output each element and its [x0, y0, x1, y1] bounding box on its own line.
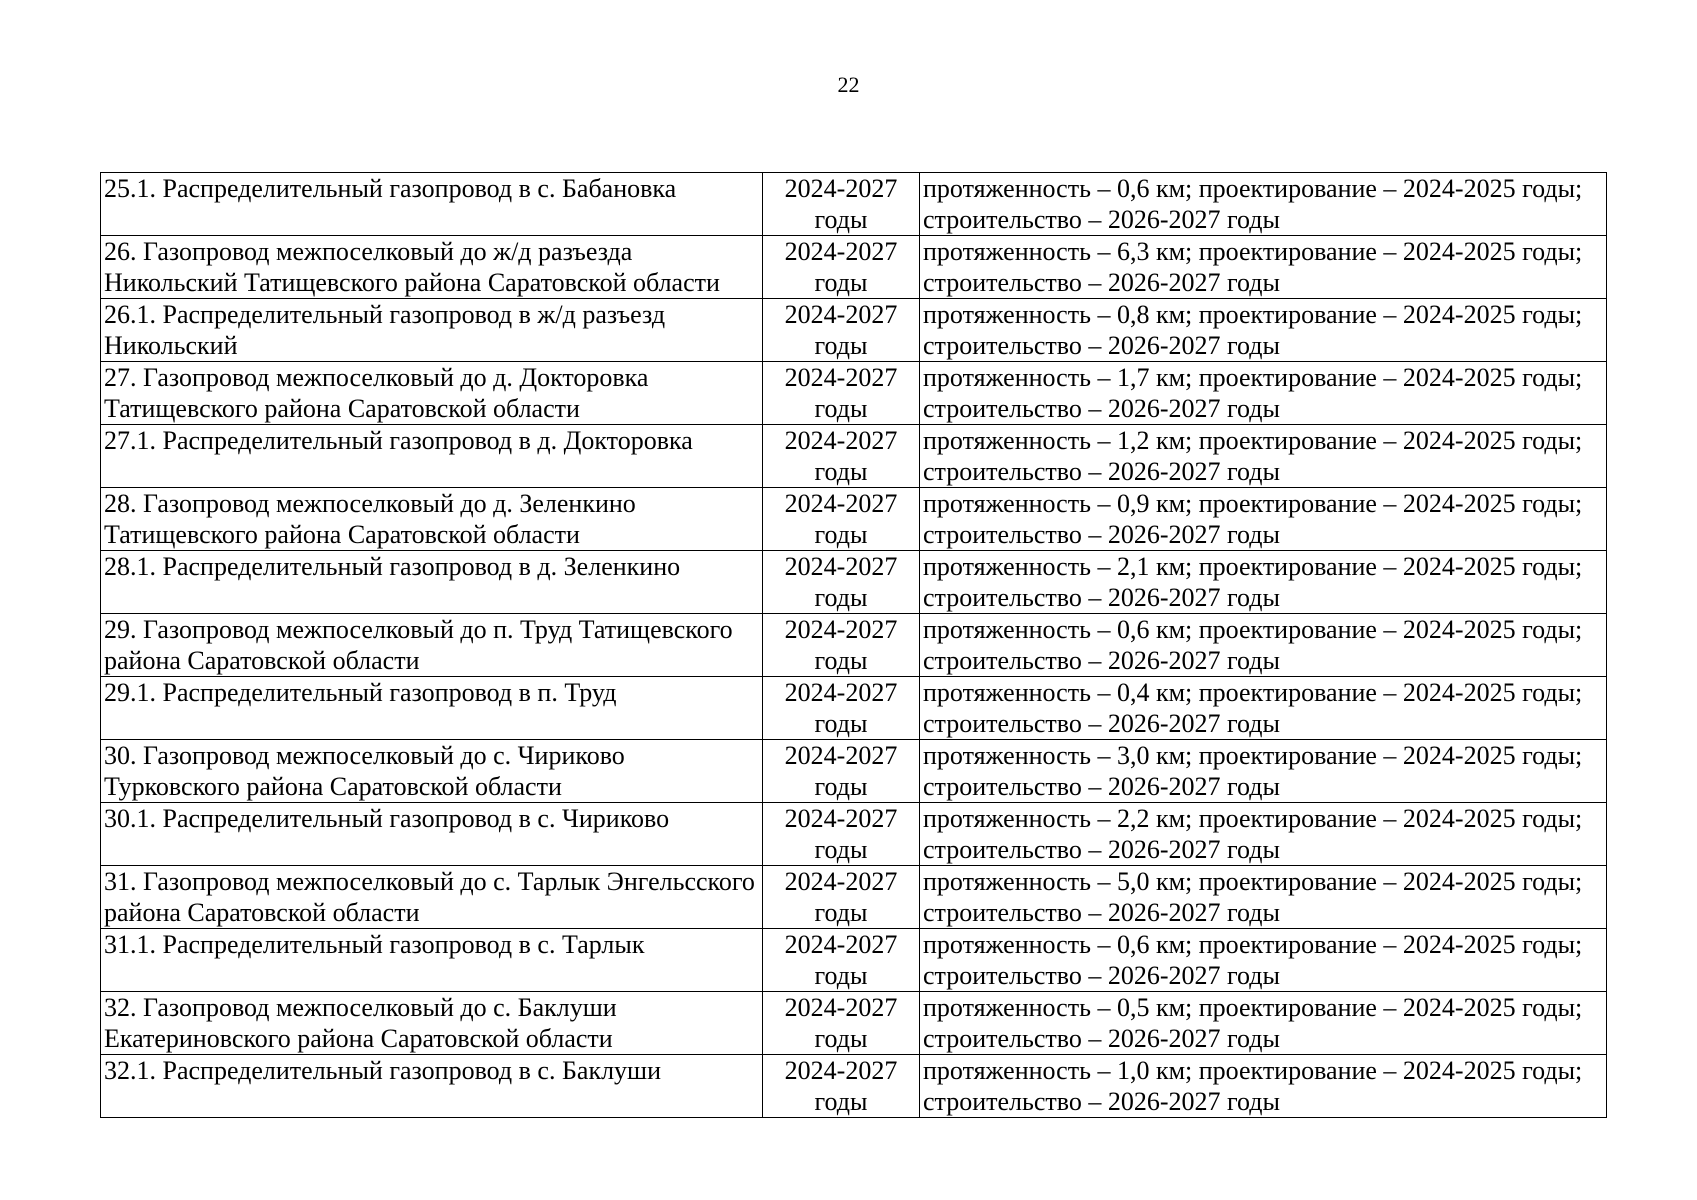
table-row [101, 614, 1607, 677]
description-cell: протяженность – 1,0 км; проектирование – 2024-2025 годы; строительство – 2026-2027 годы [920, 1055, 1607, 1118]
pipeline-name-cell: 26. Газопровод межпоселковый до ж/д разъезда Никольский Татищевского района Саратовской области [101, 236, 763, 299]
description-cell: протяженность – 0,6 км; проектирование – 2024-2025 годы; строительство – 2026-2027 годы [920, 929, 1607, 992]
table-row [101, 740, 1607, 803]
table-row [101, 551, 1607, 614]
period-cell: 2024-2027 годы [763, 992, 920, 1055]
pipeline-name-cell: 31.1. Распределительный газопровод в с. Тарлык [101, 929, 763, 992]
pipeline-name-cell: 30.1. Распределительный газопровод в с. Чириково [101, 803, 763, 866]
description-cell: протяженность – 0,4 км; проектирование – 2024-2025 годы; строительство – 2026-2027 годы [920, 677, 1607, 740]
description-cell: протяженность – 0,5 км; проектирование – 2024-2025 годы; строительство – 2026-2027 годы [920, 992, 1607, 1055]
description-cell: протяженность – 0,8 км; проектирование – 2024-2025 годы; строительство – 2026-2027 годы [920, 299, 1607, 362]
description-cell: протяженность – 0,9 км; проектирование – 2024-2025 годы; строительство – 2026-2027 годы [920, 488, 1607, 551]
table-body [101, 173, 1607, 1118]
pipeline-name-cell: 26.1. Распределительный газопровод в ж/д разъезд Никольский [101, 299, 763, 362]
description-cell: протяженность – 1,7 км; проектирование – 2024-2025 годы; строительство – 2026-2027 годы [920, 362, 1607, 425]
period-cell: 2024-2027 годы [763, 929, 920, 992]
period-cell: 2024-2027 годы [763, 299, 920, 362]
gas-pipeline-table [100, 172, 1607, 1118]
description-cell: протяженность – 1,2 км; проектирование – 2024-2025 годы; строительство – 2026-2027 годы [920, 425, 1607, 488]
table-row [101, 992, 1607, 1055]
table-row [101, 236, 1607, 299]
period-cell: 2024-2027 годы [763, 803, 920, 866]
table-row [101, 488, 1607, 551]
pipeline-name-cell: 28.1. Распределительный газопровод в д. Зеленкино [101, 551, 763, 614]
period-cell: 2024-2027 годы [763, 740, 920, 803]
period-cell: 2024-2027 годы [763, 614, 920, 677]
table-row [101, 929, 1607, 992]
table-row [101, 866, 1607, 929]
pipeline-name-cell: 28. Газопровод межпоселковый до д. Зеленкино Татищевского района Саратовской области [101, 488, 763, 551]
table-row [101, 803, 1607, 866]
description-cell: протяженность – 5,0 км; проектирование – 2024-2025 годы; строительство – 2026-2027 годы [920, 866, 1607, 929]
period-cell: 2024-2027 годы [763, 677, 920, 740]
period-cell: 2024-2027 годы [763, 425, 920, 488]
pipeline-name-cell: 32. Газопровод межпоселковый до с. Баклуши Екатериновского района Саратовской области [101, 992, 763, 1055]
period-cell: 2024-2027 годы [763, 1055, 920, 1118]
description-cell: протяженность – 0,6 км; проектирование – 2024-2025 годы; строительство – 2026-2027 годы [920, 173, 1607, 236]
description-cell: протяженность – 0,6 км; проектирование – 2024-2025 годы; строительство – 2026-2027 годы [920, 614, 1607, 677]
table-row [101, 362, 1607, 425]
pipeline-name-cell: 29.1. Распределительный газопровод в п. Труд [101, 677, 763, 740]
pipeline-name-cell: 32.1. Распределительный газопровод в с. Баклуши [101, 1055, 763, 1118]
pipeline-name-cell: 30. Газопровод межпоселковый до с. Чириково Турковского района Саратовской области [101, 740, 763, 803]
table-row [101, 1055, 1607, 1118]
description-cell: протяженность – 6,3 км; проектирование – 2024-2025 годы; строительство – 2026-2027 годы [920, 236, 1607, 299]
pipeline-name-cell: 31. Газопровод межпоселковый до с. Тарлык Энгельсского района Саратовской области [101, 866, 763, 929]
table-row [101, 173, 1607, 236]
period-cell: 2024-2027 годы [763, 173, 920, 236]
period-cell: 2024-2027 годы [763, 362, 920, 425]
description-cell: протяженность – 2,2 км; проектирование – 2024-2025 годы; строительство – 2026-2027 годы [920, 803, 1607, 866]
period-cell: 2024-2027 годы [763, 551, 920, 614]
period-cell: 2024-2027 годы [763, 866, 920, 929]
table-row [101, 425, 1607, 488]
table-row [101, 677, 1607, 740]
pipeline-name-cell: 29. Газопровод межпоселковый до п. Труд Татищевского района Саратовской области [101, 614, 763, 677]
description-cell: протяженность – 3,0 км; проектирование – 2024-2025 годы; строительство – 2026-2027 годы [920, 740, 1607, 803]
description-cell: протяженность – 2,1 км; проектирование – 2024-2025 годы; строительство – 2026-2027 годы [920, 551, 1607, 614]
period-cell: 2024-2027 годы [763, 236, 920, 299]
table-row [101, 299, 1607, 362]
pipeline-name-cell: 25.1. Распределительный газопровод в с. Бабановка [101, 173, 763, 236]
pipeline-name-cell: 27. Газопровод межпоселковый до д. Докторовка Татищевского района Саратовской области [101, 362, 763, 425]
period-cell: 2024-2027 годы [763, 488, 920, 551]
page-number: 22 [837, 72, 860, 97]
pipeline-name-cell: 27.1. Распределительный газопровод в д. Докторовка [101, 425, 763, 488]
